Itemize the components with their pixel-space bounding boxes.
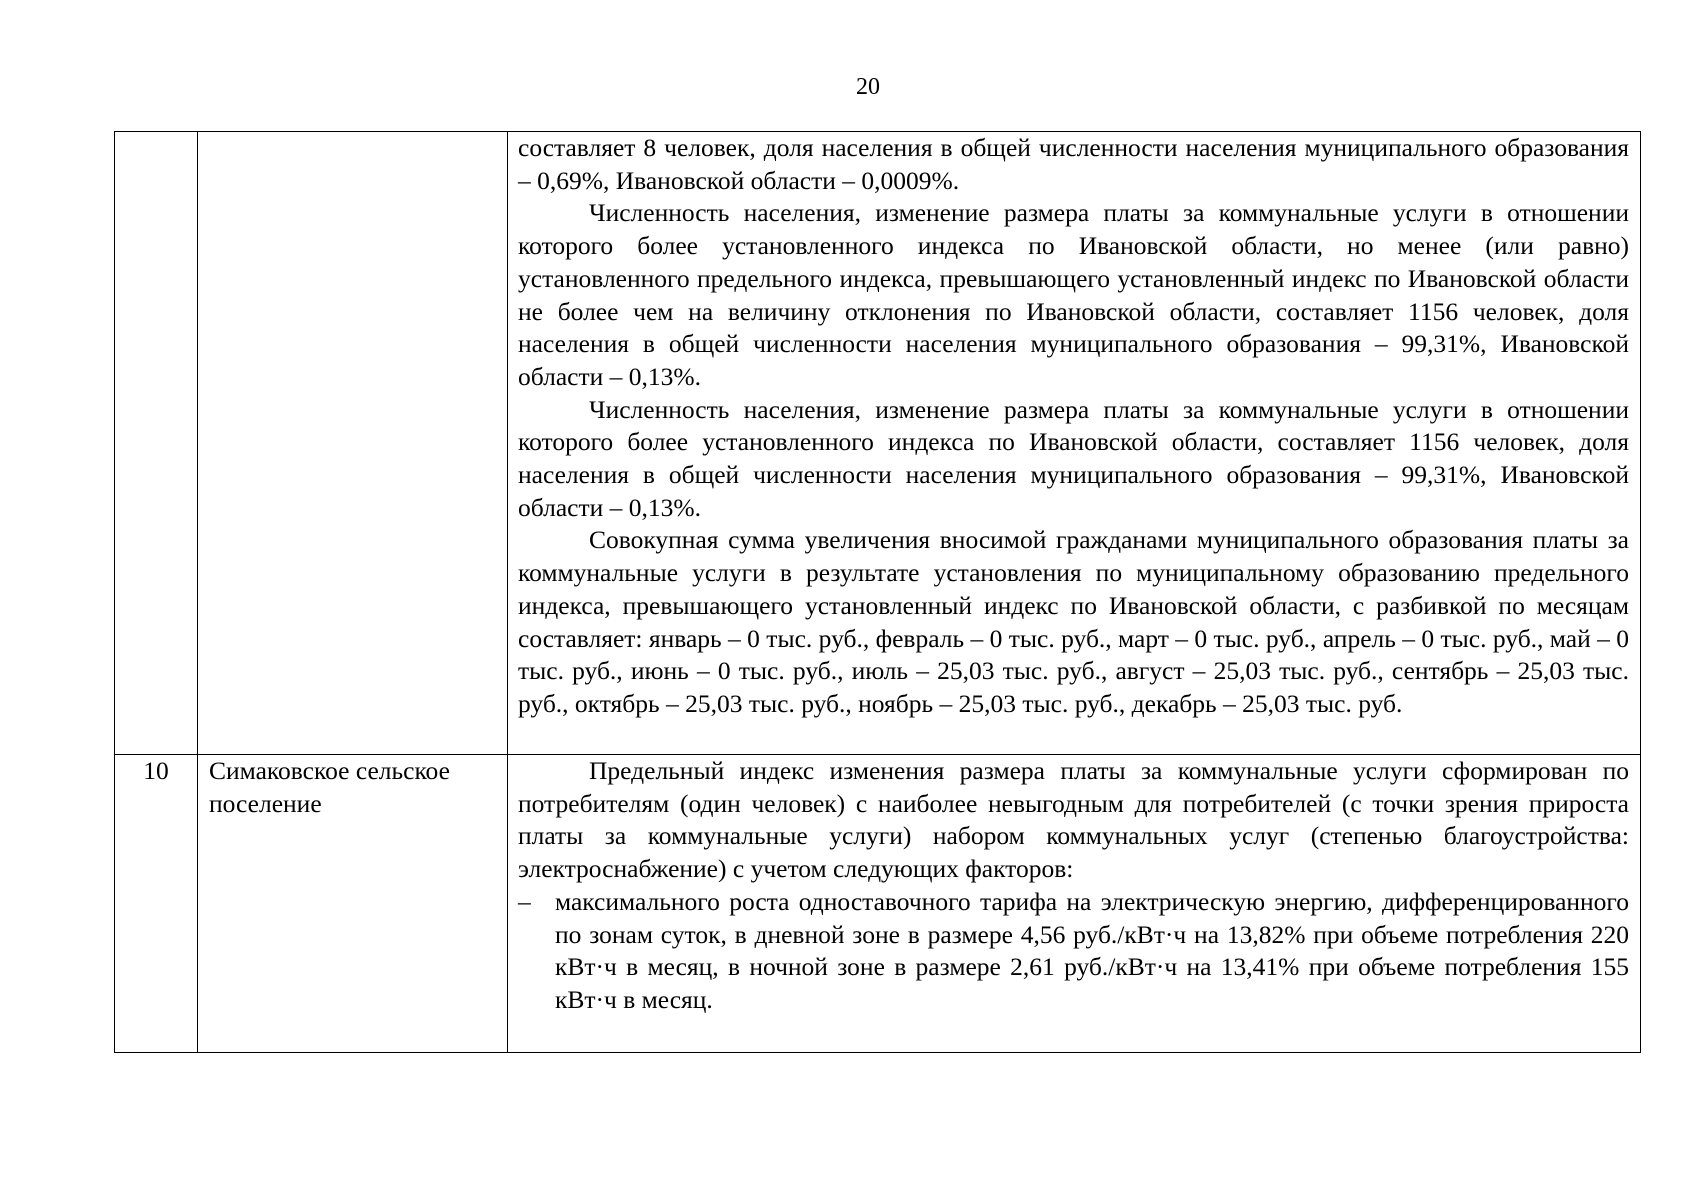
row-number-cell: 10 [115, 755, 198, 1053]
page-number: 20 [856, 74, 880, 100]
description-paragraph: Предельный индекс изменения размера платы за коммунальные услуги сформирован по потребителям (один человек) с наиболее невыгодным для потребителей (с точки зрения прироста платы за коммунальные услуги) набором коммунальных услуг (степенью благоустройства: электроснабжение) с учетом следующих факторов: [518, 756, 1629, 884]
description-paragraph: составляет 8 человек, доля населения в общей численности населения муниципального образования – 0,69%, Ивановской области – 0,0009%. [518, 133, 1629, 195]
factor-text: максимального роста одноставочного тарифа на электрическую энергию, дифференцированного по зонам суток, в дневной зоне в размере 4,56 руб./кВт·ч на 13,82% при объеме потребления 220 кВт·ч в месяц, в ночной зоне в размере 2,61 руб./кВт·ч на 13,41% при объеме потребления 155 кВт·ч в месяц. [555, 886, 1629, 1014]
description-paragraph: Совокупная сумма увеличения вносимой гражданами муниципального образования платы за коммунальные услуги в результате установления по муниципальному образованию предельного индекса, превышающего установленный индекс по Ивановской области, с разбивкой по месяцам составляет: январь – 0 тыс. руб., февраль – 0 тыс. руб., март – 0 тыс. руб., апрель – 0 тыс. руб., май – 0 тыс. руб., июнь – 0 тыс. руб., июль – 25,03 тыс. руб., август – 25,03 тыс. руб., сентябрь – 25,03 тыс. руб., октябрь – 25,03 тыс. руб., ноябрь – 25,03 тыс. руб., декабрь – 25,03 тыс. руб. [518, 525, 1629, 718]
description-paragraph: Численность населения, изменение размера платы за коммунальные услуги в отношении которого более установленного индекса по Ивановской области, но менее (или равно) установленного предельного индекса, превышающего установленный индекс по Ивановской области не более чем на величину отклонения по Ивановской области, составляет 1156 человек, доля населения в общей численности населения муниципального образования – 99,31%, Ивановской области – 0,13%. [518, 198, 1629, 391]
settlement-name-cell [198, 132, 508, 755]
list-dash-marker: – [518, 886, 531, 916]
description-cell [508, 755, 1641, 1053]
table-row [115, 132, 1641, 755]
settlement-name-cell: Симаковское сельское поселение [198, 755, 508, 1053]
factor-list-item [518, 886, 1629, 1017]
description-paragraph: Численность населения, изменение размера платы за коммунальные услуги в отношении которого более установленного индекса по Ивановской области, составляет 1156 человек, доля населения в общей численности населения муниципального образования – 99,31%, Ивановской области – 0,13%. [518, 394, 1629, 522]
row-number-cell [115, 132, 198, 755]
table-row [115, 755, 1641, 1053]
municipal-index-table [114, 131, 1641, 1053]
description-cell [508, 132, 1641, 755]
